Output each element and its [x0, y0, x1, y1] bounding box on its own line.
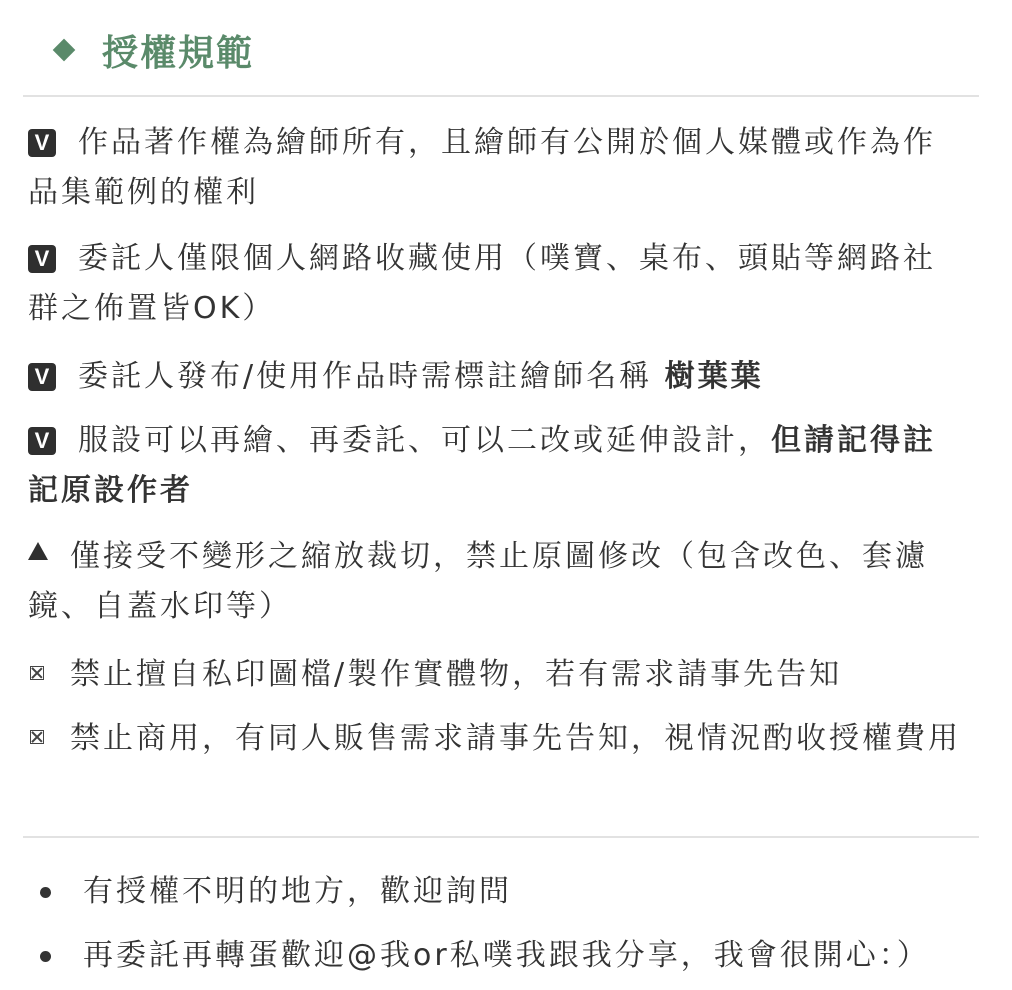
cross-box-icon [30, 666, 44, 680]
check-box-icon: V [28, 129, 56, 157]
notes-list [40, 860, 980, 988]
item-text: 僅接受不變形之縮放裁切，禁止原圖修改（包含改色、套濾鏡、自蓋水印等） [28, 539, 928, 624]
artist-name: 樹葉葉 [664, 359, 764, 394]
license-item-credit-artist [28, 352, 968, 402]
license-item-no-commercial [28, 714, 968, 764]
check-box-icon: V [28, 245, 56, 273]
cross-box-icon [30, 730, 44, 744]
license-item-no-modify [28, 532, 968, 632]
item-text: 禁止擅自私印圖檔/製作實體物，若有需求請事先告知 [70, 657, 843, 692]
check-box-icon: V [28, 427, 56, 455]
bullet-dot-icon [40, 887, 51, 898]
note-item [40, 860, 980, 924]
section-title: 授權規範 [102, 32, 255, 74]
item-emphasis: 但請記得註記原設作者 [28, 423, 936, 508]
diamond-icon [53, 39, 76, 62]
license-item-copyright [28, 118, 968, 218]
warning-triangle-icon [28, 542, 48, 560]
note-item [40, 924, 980, 988]
item-text: 作品著作權為繪師所有，且繪師有公開於個人媒體或作為作品集範例的權利 [28, 125, 936, 210]
license-item-personal-use [28, 234, 968, 334]
check-box-icon: V [28, 363, 56, 391]
note-text: 有授權不明的地方，歡迎詢問 [83, 874, 512, 909]
divider-bottom [23, 836, 979, 838]
bullet-dot-icon [40, 951, 51, 962]
item-text: 禁止商用，有同人販售需求請事先告知，視情況酌收授權費用 [70, 721, 961, 756]
item-text: 委託人發布/使用作品時需標註繪師名稱 [78, 359, 665, 394]
item-text: 服設可以再繪、再委託、可以二改或延伸設計， [78, 423, 771, 458]
license-item-no-print [28, 650, 968, 700]
item-text: 委託人僅限個人網路收藏使用（噗寶、桌布、頭貼等網路社群之佈置皆OK） [28, 241, 936, 326]
divider-top [23, 95, 979, 97]
section-heading [50, 22, 254, 78]
note-text: 再委託再轉蛋歡迎@我or私噗我跟我分享，我會很開心：） [83, 938, 930, 973]
license-item-derivative [28, 416, 968, 516]
